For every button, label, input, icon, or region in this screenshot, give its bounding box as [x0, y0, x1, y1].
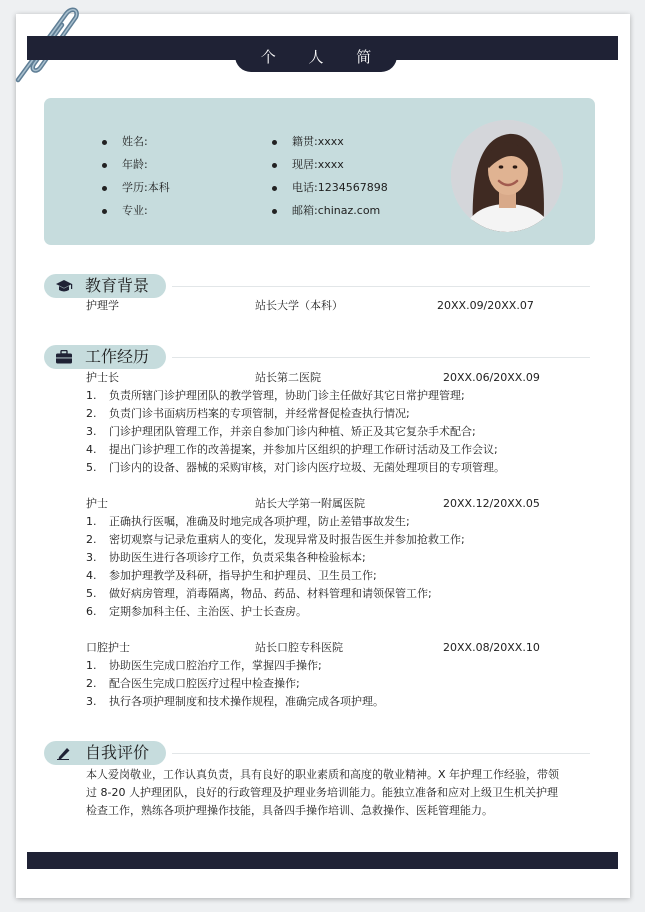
- bullet-icon: [102, 209, 107, 214]
- section-title: 教育背景: [85, 276, 150, 295]
- duty-item: 2. 负责门诊书面病历档案的专项管制，并经常督促检查执行情况;: [86, 407, 410, 420]
- profile-degree: [102, 181, 170, 204]
- profile-name: [102, 135, 170, 158]
- education-period: 20XX.09/20XX.07: [437, 299, 534, 312]
- field-label: 邮箱:: [292, 204, 318, 217]
- duty-item: 4. 提出门诊护理工作的改善提案，并参加片区组织的护理工作研讨活动及工作会议;: [86, 443, 498, 456]
- bullet-icon: [272, 140, 277, 145]
- bullet-icon: [102, 140, 107, 145]
- profile-age: [102, 158, 170, 181]
- duty-text: 提出门诊护理工作的改善提案，并参加片区组织的护理工作研讨活动及工作会议;: [109, 443, 498, 456]
- duty-text: 门诊内的设备、器械的采购审核，对门诊内医疗垃圾、无菌处理项目的专项管理。: [109, 461, 505, 474]
- self-evaluation-text: 本人爱岗敬业，工作认真负责，具有良好的职业素质和高度的敬业精神。X 年护理工作经验，带领过 8-20 人护理团队，良好的行政管理及护理业务培训能力。能独立准备和应对上级卫生机关护理检查工作，熟练各项护理操作技能，具备四手操作培训、急救操作、医耗管理能力。: [86, 768, 560, 817]
- section-title: 自我评价: [85, 743, 150, 762]
- duty-item: 3. 执行各项护理制度和技术操作规程，准确完成各项护理。: [86, 695, 384, 708]
- duty-text: 协助医生进行各项诊疗工作，负责采集各种检验标本;: [109, 551, 366, 564]
- duty-text: 负责门诊书面病历档案的专项管制，并经常督促检查执行情况;: [109, 407, 410, 420]
- job-period: 20XX.06/20XX.09: [443, 371, 540, 384]
- profile-photo: [451, 120, 563, 232]
- field-label: 现居:: [292, 158, 318, 171]
- profile-right-column: [272, 135, 388, 227]
- duty-text: 协助医生完成口腔治疗工作，掌握四手操作;: [109, 659, 322, 672]
- field-label: 籍贯:: [292, 135, 318, 148]
- section-divider: [172, 286, 590, 287]
- profile-left-column: [102, 135, 170, 227]
- duty-item: 1. 正确执行医嘱，准确及时地完成各项护理，防止差错事故发生;: [86, 515, 410, 528]
- field-value: 本科: [147, 181, 170, 194]
- field-value: 1234567898: [317, 181, 388, 194]
- job-period: 20XX.08/20XX.10: [443, 641, 540, 654]
- duty-text: 负责所辖门诊护理团队的教学管理，协助门诊主任做好其它日常护理管理;: [109, 389, 465, 402]
- duty-text: 密切观察与记录危重病人的变化，发现异常及时报告医生并参加抢救工作;: [109, 533, 465, 546]
- job-org: 站长大学第一附属医院: [255, 497, 365, 510]
- field-label: 年龄:: [122, 158, 148, 171]
- duty-text: 参加护理教学及科研，指导护生和护理员、卫生员工作;: [109, 569, 377, 582]
- job-role: 口腔护士: [86, 641, 130, 654]
- duty-item: 3. 协助医生进行各项诊疗工作，负责采集各种检验标本;: [86, 551, 366, 564]
- profile-email: [272, 204, 388, 227]
- profile-residence: [272, 158, 388, 181]
- profile-hometown: [272, 135, 388, 158]
- duty-item: 5. 门诊内的设备、器械的采购审核，对门诊内医疗垃圾、无菌处理项目的专项管理。: [86, 461, 505, 474]
- field-value: chinaz.com: [317, 204, 381, 217]
- education-section-header: [44, 274, 590, 300]
- graduation-cap-icon: [55, 279, 73, 293]
- section-divider: [172, 357, 590, 358]
- field-label: 专业:: [122, 204, 148, 217]
- field-label: 电话:: [292, 181, 318, 194]
- bullet-icon: [272, 186, 277, 191]
- field-label: 姓名:: [122, 135, 148, 148]
- field-value: xxxx: [317, 158, 344, 171]
- duty-text: 做好病房管理，消毒隔离，物品、药品、材料管理和请领保管工作;: [109, 587, 432, 600]
- bullet-icon: [272, 209, 277, 214]
- duty-text: 执行各项护理制度和技术操作规程，准确完成各项护理。: [109, 695, 384, 708]
- education-school: 站长大学（本科）: [255, 299, 343, 312]
- footer-bar: [27, 852, 618, 869]
- section-title: 工作经历: [85, 347, 150, 366]
- job-period: 20XX.12/20XX.05: [443, 497, 540, 510]
- duty-item: 1. 负责所辖门诊护理团队的教学管理，协助门诊主任做好其它日常护理管理;: [86, 389, 465, 402]
- job-role: 护士: [86, 497, 108, 510]
- duty-item: 1. 协助医生完成口腔治疗工作，掌握四手操作;: [86, 659, 322, 672]
- self-evaluation-section-header: [44, 741, 590, 767]
- field-label: 学历:: [122, 181, 148, 194]
- section-divider: [172, 753, 590, 754]
- field-value: xxxx: [317, 135, 344, 148]
- duty-text: 配合医生完成口腔医疗过程中检查操作;: [109, 677, 300, 690]
- work-section-header: [44, 345, 590, 371]
- job-org: 站长口腔专科医院: [255, 641, 343, 654]
- portrait-icon: [451, 120, 563, 232]
- duty-item: 4. 参加护理教学及科研，指导护生和护理员、卫生员工作;: [86, 569, 377, 582]
- duty-text: 正确执行医嘱，准确及时地完成各项护理，防止差错事故发生;: [109, 515, 410, 528]
- education-major: 护理学: [86, 299, 119, 312]
- duty-text: 门诊护理团队管理工作，并亲自参加门诊内种植、矫正及其它复杂手术配合;: [109, 425, 476, 438]
- bullet-icon: [272, 163, 277, 168]
- bullet-icon: [102, 186, 107, 191]
- job-org: 站长第二医院: [255, 371, 321, 384]
- bullet-icon: [102, 163, 107, 168]
- briefcase-icon: [55, 350, 73, 364]
- profile-major: [102, 204, 170, 227]
- duty-item: 3. 门诊护理团队管理工作，并亲自参加门诊内种植、矫正及其它复杂手术配合;: [86, 425, 476, 438]
- page-title: 个 人 简 历: [235, 42, 397, 72]
- duty-item: 2. 配合医生完成口腔医疗过程中检查操作;: [86, 677, 300, 690]
- duty-item: 2. 密切观察与记录危重病人的变化，发现异常及时报告医生并参加抢救工作;: [86, 533, 465, 546]
- duty-item: 6. 定期参加科主任、主治医、护士长查房。: [86, 605, 307, 618]
- duty-item: 5. 做好病房管理，消毒隔离，物品、药品、材料管理和请领保管工作;: [86, 587, 432, 600]
- pencil-icon: [55, 746, 73, 760]
- duty-text: 定期参加科主任、主治医、护士长查房。: [109, 605, 307, 618]
- job-role: 护士长: [86, 371, 119, 384]
- profile-phone: [272, 181, 388, 204]
